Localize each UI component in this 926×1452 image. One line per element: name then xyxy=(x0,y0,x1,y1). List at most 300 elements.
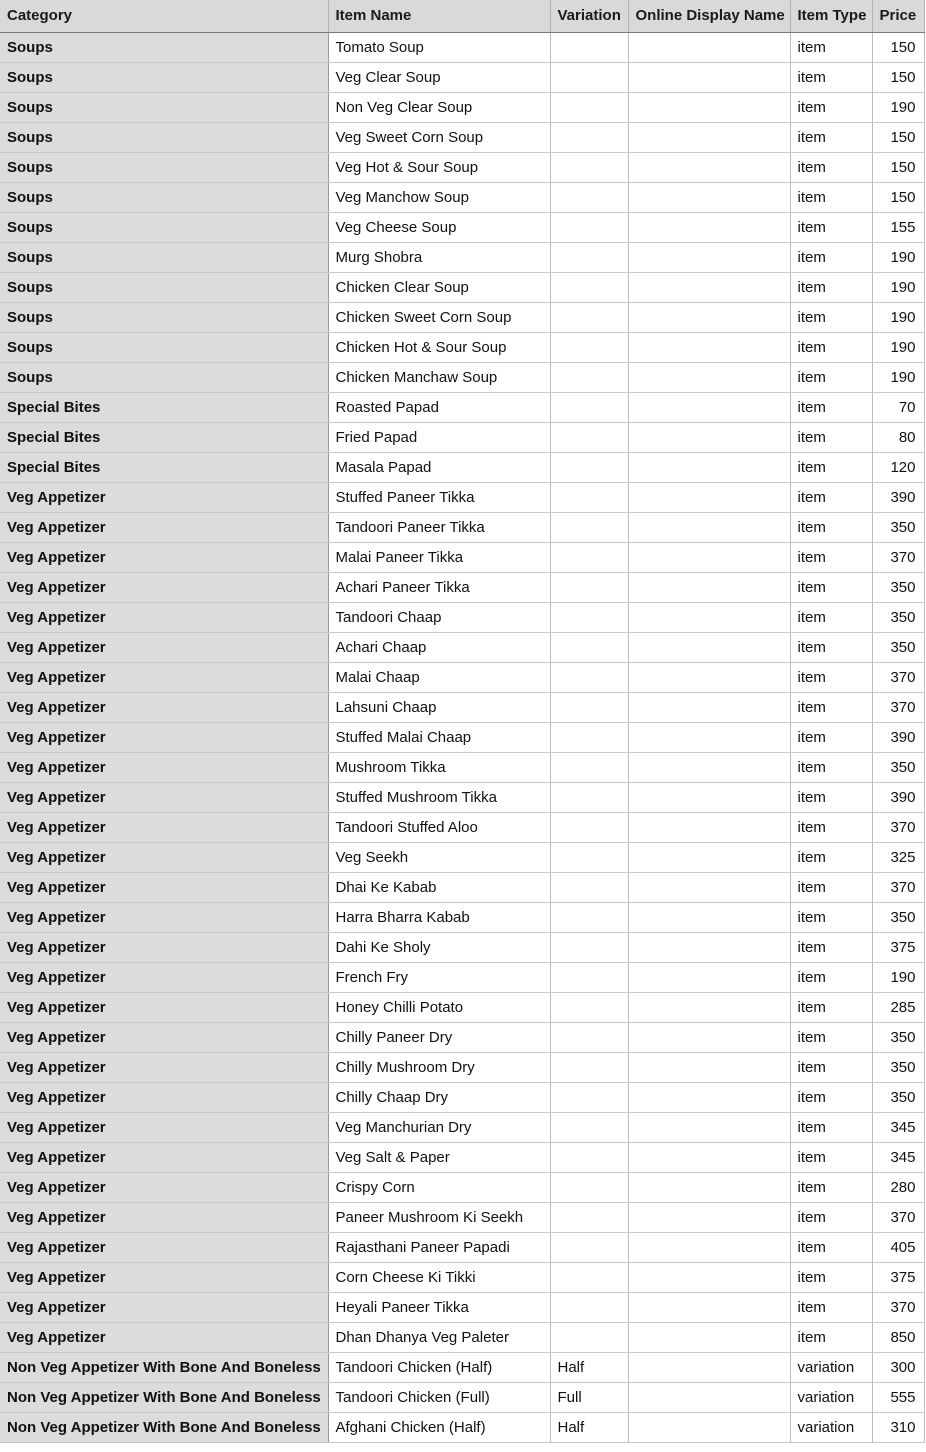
cell-item-type[interactable]: item xyxy=(790,903,872,933)
cell-item-name[interactable]: Tandoori Paneer Tikka xyxy=(328,513,550,543)
cell-online-display-name[interactable] xyxy=(628,363,790,393)
cell-category[interactable]: Special Bites xyxy=(0,423,328,453)
cell-online-display-name[interactable] xyxy=(628,123,790,153)
cell-price[interactable]: 285 xyxy=(872,993,924,1023)
cell-item-type[interactable]: item xyxy=(790,453,872,483)
cell-price[interactable]: 310 xyxy=(872,1413,924,1443)
cell-category[interactable]: Veg Appetizer xyxy=(0,1323,328,1353)
cell-price[interactable]: 370 xyxy=(872,1293,924,1323)
cell-item-name[interactable]: Veg Seekh xyxy=(328,843,550,873)
cell-item-name[interactable]: Honey Chilli Potato xyxy=(328,993,550,1023)
cell-variation[interactable] xyxy=(550,903,628,933)
cell-category[interactable]: Soups xyxy=(0,303,328,333)
cell-category[interactable]: Veg Appetizer xyxy=(0,633,328,663)
cell-item-name[interactable]: Paneer Mushroom Ki Seekh xyxy=(328,1203,550,1233)
cell-variation[interactable] xyxy=(550,453,628,483)
cell-variation[interactable] xyxy=(550,1143,628,1173)
cell-online-display-name[interactable] xyxy=(628,963,790,993)
cell-price[interactable]: 405 xyxy=(872,1233,924,1263)
cell-item-type[interactable]: item xyxy=(790,933,872,963)
cell-category[interactable]: Veg Appetizer xyxy=(0,573,328,603)
cell-item-name[interactable]: Chicken Clear Soup xyxy=(328,273,550,303)
cell-category[interactable]: Veg Appetizer xyxy=(0,783,328,813)
cell-item-type[interactable]: item xyxy=(790,33,872,63)
cell-item-type[interactable]: item xyxy=(790,663,872,693)
cell-variation[interactable] xyxy=(550,813,628,843)
cell-category[interactable]: Non Veg Appetizer With Bone And Boneless xyxy=(0,1383,328,1413)
cell-price[interactable]: 370 xyxy=(872,663,924,693)
cell-item-name[interactable]: Veg Sweet Corn Soup xyxy=(328,123,550,153)
cell-online-display-name[interactable] xyxy=(628,843,790,873)
cell-online-display-name[interactable] xyxy=(628,1383,790,1413)
cell-item-name[interactable]: Veg Manchow Soup xyxy=(328,183,550,213)
cell-price[interactable]: 350 xyxy=(872,513,924,543)
cell-price[interactable]: 555 xyxy=(872,1383,924,1413)
cell-category[interactable]: Non Veg Appetizer With Bone And Boneless xyxy=(0,1353,328,1383)
cell-item-type[interactable]: item xyxy=(790,723,872,753)
cell-category[interactable]: Veg Appetizer xyxy=(0,753,328,783)
cell-item-type[interactable]: item xyxy=(790,333,872,363)
cell-category[interactable]: Veg Appetizer xyxy=(0,1203,328,1233)
cell-item-type[interactable]: item xyxy=(790,783,872,813)
cell-item-name[interactable]: Tandoori Stuffed Aloo xyxy=(328,813,550,843)
cell-price[interactable]: 370 xyxy=(872,873,924,903)
cell-price[interactable]: 150 xyxy=(872,123,924,153)
cell-item-name[interactable]: Mushroom Tikka xyxy=(328,753,550,783)
cell-online-display-name[interactable] xyxy=(628,993,790,1023)
table-row xyxy=(0,1383,924,1413)
cell-category[interactable]: Veg Appetizer xyxy=(0,603,328,633)
cell-price[interactable]: 190 xyxy=(872,333,924,363)
cell-price[interactable]: 325 xyxy=(872,843,924,873)
cell-online-display-name[interactable] xyxy=(628,1113,790,1143)
cell-price[interactable]: 80 xyxy=(872,423,924,453)
cell-category[interactable]: Non Veg Appetizer With Bone And Boneless xyxy=(0,1413,328,1443)
cell-variation[interactable] xyxy=(550,273,628,303)
cell-item-name[interactable]: Malai Paneer Tikka xyxy=(328,543,550,573)
cell-variation[interactable] xyxy=(550,963,628,993)
cell-price[interactable]: 155 xyxy=(872,213,924,243)
cell-category[interactable]: Veg Appetizer xyxy=(0,663,328,693)
cell-variation[interactable] xyxy=(550,513,628,543)
cell-variation[interactable] xyxy=(550,333,628,363)
cell-price[interactable]: 190 xyxy=(872,243,924,273)
cell-item-name[interactable]: Chilly Mushroom Dry xyxy=(328,1053,550,1083)
cell-item-type[interactable]: item xyxy=(790,483,872,513)
cell-item-type[interactable]: item xyxy=(790,363,872,393)
cell-variation[interactable] xyxy=(550,1173,628,1203)
cell-item-type[interactable]: item xyxy=(790,423,872,453)
cell-item-type[interactable]: item xyxy=(790,1263,872,1293)
cell-price[interactable]: 370 xyxy=(872,1203,924,1233)
cell-variation[interactable] xyxy=(550,1083,628,1113)
cell-price[interactable]: 375 xyxy=(872,1263,924,1293)
cell-category[interactable]: Veg Appetizer xyxy=(0,1293,328,1323)
cell-category[interactable]: Soups xyxy=(0,213,328,243)
cell-item-name[interactable]: Crispy Corn xyxy=(328,1173,550,1203)
cell-category[interactable]: Veg Appetizer xyxy=(0,903,328,933)
cell-category[interactable]: Veg Appetizer xyxy=(0,843,328,873)
cell-category[interactable]: Veg Appetizer xyxy=(0,1053,328,1083)
cell-online-display-name[interactable] xyxy=(628,483,790,513)
cell-item-type[interactable]: item xyxy=(790,1113,872,1143)
table-row xyxy=(0,753,924,783)
cell-item-type[interactable]: item xyxy=(790,603,872,633)
cell-price[interactable]: 70 xyxy=(872,393,924,423)
cell-item-type[interactable]: item xyxy=(790,873,872,903)
cell-price[interactable]: 350 xyxy=(872,573,924,603)
table-row xyxy=(0,783,924,813)
cell-variation[interactable] xyxy=(550,873,628,903)
cell-item-name[interactable]: Stuffed Paneer Tikka xyxy=(328,483,550,513)
cell-online-display-name[interactable] xyxy=(628,1173,790,1203)
cell-item-name[interactable]: Rajasthani Paneer Papadi xyxy=(328,1233,550,1263)
cell-item-type[interactable]: item xyxy=(790,1233,872,1263)
cell-variation[interactable] xyxy=(550,723,628,753)
cell-online-display-name[interactable] xyxy=(628,1053,790,1083)
cell-item-name[interactable]: Afghani Chicken (Half) xyxy=(328,1413,550,1443)
cell-variation[interactable] xyxy=(550,93,628,123)
cell-item-name[interactable]: Roasted Papad xyxy=(328,393,550,423)
cell-item-type[interactable]: item xyxy=(790,843,872,873)
cell-online-display-name[interactable] xyxy=(628,513,790,543)
table-row xyxy=(0,843,924,873)
cell-item-type[interactable]: item xyxy=(790,963,872,993)
cell-price[interactable]: 300 xyxy=(872,1353,924,1383)
cell-variation[interactable] xyxy=(550,1323,628,1353)
cell-item-name[interactable]: Malai Chaap xyxy=(328,663,550,693)
cell-category[interactable]: Soups xyxy=(0,333,328,363)
cell-price[interactable]: 370 xyxy=(872,693,924,723)
cell-price[interactable]: 350 xyxy=(872,753,924,783)
cell-price[interactable]: 350 xyxy=(872,903,924,933)
cell-item-type[interactable]: item xyxy=(790,183,872,213)
cell-variation[interactable] xyxy=(550,543,628,573)
cell-variation[interactable] xyxy=(550,363,628,393)
cell-item-name[interactable]: Stuffed Malai Chaap xyxy=(328,723,550,753)
cell-online-display-name[interactable] xyxy=(628,1323,790,1353)
cell-online-display-name[interactable] xyxy=(628,63,790,93)
cell-category[interactable]: Soups xyxy=(0,153,328,183)
header-item-name[interactable]: Item Name xyxy=(328,0,550,33)
cell-online-display-name[interactable] xyxy=(628,423,790,453)
cell-variation[interactable] xyxy=(550,423,628,453)
cell-online-display-name[interactable] xyxy=(628,1203,790,1233)
cell-item-type[interactable]: variation xyxy=(790,1353,872,1383)
cell-item-name[interactable]: Heyali Paneer Tikka xyxy=(328,1293,550,1323)
cell-online-display-name[interactable] xyxy=(628,453,790,483)
cell-price[interactable]: 150 xyxy=(872,63,924,93)
table-row xyxy=(0,723,924,753)
cell-online-display-name[interactable] xyxy=(628,1233,790,1263)
cell-online-display-name[interactable] xyxy=(628,1023,790,1053)
header-item-type[interactable]: Item Type xyxy=(790,0,872,33)
cell-online-display-name[interactable] xyxy=(628,543,790,573)
cell-category[interactable]: Veg Appetizer xyxy=(0,1083,328,1113)
cell-price[interactable]: 350 xyxy=(872,1053,924,1083)
cell-price[interactable]: 350 xyxy=(872,633,924,663)
cell-online-display-name[interactable] xyxy=(628,573,790,603)
cell-category[interactable]: Special Bites xyxy=(0,453,328,483)
cell-variation[interactable] xyxy=(550,183,628,213)
cell-online-display-name[interactable] xyxy=(628,153,790,183)
cell-category[interactable]: Soups xyxy=(0,63,328,93)
cell-price[interactable]: 390 xyxy=(872,483,924,513)
cell-online-display-name[interactable] xyxy=(628,933,790,963)
cell-item-type[interactable]: item xyxy=(790,1053,872,1083)
cell-variation[interactable] xyxy=(550,693,628,723)
cell-variation[interactable]: Full xyxy=(550,1383,628,1413)
cell-variation[interactable] xyxy=(550,63,628,93)
cell-price[interactable]: 375 xyxy=(872,933,924,963)
cell-price[interactable]: 150 xyxy=(872,33,924,63)
cell-variation[interactable] xyxy=(550,843,628,873)
cell-item-type[interactable]: item xyxy=(790,543,872,573)
cell-online-display-name[interactable] xyxy=(628,213,790,243)
cell-price[interactable]: 350 xyxy=(872,1083,924,1113)
cell-online-display-name[interactable] xyxy=(628,333,790,363)
cell-price[interactable]: 345 xyxy=(872,1143,924,1173)
cell-item-name[interactable]: Masala Papad xyxy=(328,453,550,483)
cell-category[interactable]: Veg Appetizer xyxy=(0,1113,328,1143)
cell-item-name[interactable]: Non Veg Clear Soup xyxy=(328,93,550,123)
cell-variation[interactable] xyxy=(550,633,628,663)
cell-item-name[interactable]: Murg Shobra xyxy=(328,243,550,273)
cell-category[interactable]: Veg Appetizer xyxy=(0,513,328,543)
cell-item-name[interactable]: Veg Clear Soup xyxy=(328,63,550,93)
cell-online-display-name[interactable] xyxy=(628,783,790,813)
cell-category[interactable]: Veg Appetizer xyxy=(0,1023,328,1053)
cell-price[interactable]: 370 xyxy=(872,813,924,843)
cell-item-type[interactable]: item xyxy=(790,243,872,273)
cell-online-display-name[interactable] xyxy=(628,1083,790,1113)
cell-item-name[interactable]: Lahsuni Chaap xyxy=(328,693,550,723)
cell-online-display-name[interactable] xyxy=(628,753,790,783)
cell-item-type[interactable]: item xyxy=(790,573,872,603)
cell-category[interactable]: Veg Appetizer xyxy=(0,993,328,1023)
cell-variation[interactable] xyxy=(550,483,628,513)
cell-price[interactable]: 390 xyxy=(872,783,924,813)
cell-category[interactable]: Veg Appetizer xyxy=(0,1263,328,1293)
cell-variation[interactable] xyxy=(550,1023,628,1053)
cell-item-type[interactable]: item xyxy=(790,153,872,183)
cell-item-type[interactable]: item xyxy=(790,513,872,543)
cell-variation[interactable] xyxy=(550,303,628,333)
cell-variation[interactable] xyxy=(550,1233,628,1263)
cell-online-display-name[interactable] xyxy=(628,1413,790,1443)
cell-item-name[interactable]: Chilly Paneer Dry xyxy=(328,1023,550,1053)
cell-item-type[interactable]: item xyxy=(790,273,872,303)
cell-item-name[interactable]: Dahi Ke Sholy xyxy=(328,933,550,963)
cell-item-name[interactable]: Corn Cheese Ki Tikki xyxy=(328,1263,550,1293)
cell-variation[interactable] xyxy=(550,1053,628,1083)
cell-online-display-name[interactable] xyxy=(628,693,790,723)
cell-variation[interactable] xyxy=(550,393,628,423)
cell-category[interactable]: Veg Appetizer xyxy=(0,723,328,753)
cell-variation[interactable] xyxy=(550,603,628,633)
cell-category[interactable]: Veg Appetizer xyxy=(0,963,328,993)
cell-variation[interactable] xyxy=(550,1293,628,1323)
cell-category[interactable]: Soups xyxy=(0,33,328,63)
cell-item-name[interactable]: Veg Salt & Paper xyxy=(328,1143,550,1173)
cell-variation[interactable] xyxy=(550,213,628,243)
cell-item-name[interactable]: Veg Hot & Sour Soup xyxy=(328,153,550,183)
cell-price[interactable]: 120 xyxy=(872,453,924,483)
cell-item-type[interactable]: item xyxy=(790,213,872,243)
cell-item-name[interactable]: Dhan Dhanya Veg Paleter xyxy=(328,1323,550,1353)
cell-price[interactable]: 390 xyxy=(872,723,924,753)
header-variation[interactable]: Variation xyxy=(550,0,628,33)
cell-variation[interactable]: Half xyxy=(550,1353,628,1383)
cell-item-type[interactable]: item xyxy=(790,1203,872,1233)
cell-price[interactable]: 190 xyxy=(872,963,924,993)
cell-item-name[interactable]: Achari Paneer Tikka xyxy=(328,573,550,603)
cell-item-name[interactable]: Veg Manchurian Dry xyxy=(328,1113,550,1143)
cell-category[interactable]: Soups xyxy=(0,183,328,213)
cell-item-name[interactable]: Tandoori Chaap xyxy=(328,603,550,633)
cell-item-type[interactable]: variation xyxy=(790,1413,872,1443)
cell-category[interactable]: Special Bites xyxy=(0,393,328,423)
table-row xyxy=(0,543,924,573)
cell-category[interactable]: Veg Appetizer xyxy=(0,483,328,513)
cell-online-display-name[interactable] xyxy=(628,813,790,843)
cell-online-display-name[interactable] xyxy=(628,603,790,633)
cell-category[interactable]: Soups xyxy=(0,363,328,393)
cell-item-name[interactable]: Tomato Soup xyxy=(328,33,550,63)
cell-price[interactable]: 280 xyxy=(872,1173,924,1203)
cell-online-display-name[interactable] xyxy=(628,723,790,753)
cell-variation[interactable] xyxy=(550,1203,628,1233)
cell-online-display-name[interactable] xyxy=(628,1143,790,1173)
cell-price[interactable]: 150 xyxy=(872,153,924,183)
cell-item-type[interactable]: item xyxy=(790,813,872,843)
cell-item-type[interactable]: item xyxy=(790,1293,872,1323)
cell-price[interactable]: 190 xyxy=(872,303,924,333)
cell-price[interactable]: 850 xyxy=(872,1323,924,1353)
cell-price[interactable]: 190 xyxy=(872,363,924,393)
cell-item-name[interactable]: Veg Cheese Soup xyxy=(328,213,550,243)
cell-category[interactable]: Veg Appetizer xyxy=(0,1173,328,1203)
cell-online-display-name[interactable] xyxy=(628,273,790,303)
cell-variation[interactable] xyxy=(550,573,628,603)
cell-category[interactable]: Veg Appetizer xyxy=(0,873,328,903)
header-price[interactable]: Price xyxy=(872,0,924,33)
cell-variation[interactable] xyxy=(550,153,628,183)
cell-item-name[interactable]: Dhai Ke Kabab xyxy=(328,873,550,903)
table-row xyxy=(0,1323,924,1353)
cell-online-display-name[interactable] xyxy=(628,1353,790,1383)
cell-variation[interactable] xyxy=(550,663,628,693)
cell-item-type[interactable]: variation xyxy=(790,1383,872,1413)
cell-online-display-name[interactable] xyxy=(628,33,790,63)
cell-item-name[interactable]: French Fry xyxy=(328,963,550,993)
table-row xyxy=(0,993,924,1023)
cell-item-type[interactable]: item xyxy=(790,1023,872,1053)
cell-item-type[interactable]: item xyxy=(790,93,872,123)
cell-item-name[interactable]: Tandoori Chicken (Half) xyxy=(328,1353,550,1383)
cell-variation[interactable] xyxy=(550,243,628,273)
cell-item-name[interactable]: Chicken Sweet Corn Soup xyxy=(328,303,550,333)
cell-item-type[interactable]: item xyxy=(790,123,872,153)
cell-category[interactable]: Soups xyxy=(0,123,328,153)
cell-variation[interactable] xyxy=(550,1113,628,1143)
cell-category[interactable]: Veg Appetizer xyxy=(0,543,328,573)
header-category[interactable]: Category xyxy=(0,0,328,33)
cell-item-name[interactable]: Chilly Chaap Dry xyxy=(328,1083,550,1113)
cell-category[interactable]: Soups xyxy=(0,273,328,303)
cell-item-type[interactable]: item xyxy=(790,993,872,1023)
cell-price[interactable]: 370 xyxy=(872,543,924,573)
cell-item-name[interactable]: Tandoori Chicken (Full) xyxy=(328,1383,550,1413)
cell-item-type[interactable]: item xyxy=(790,1173,872,1203)
cell-price[interactable]: 190 xyxy=(872,273,924,303)
cell-category[interactable]: Veg Appetizer xyxy=(0,693,328,723)
cell-variation[interactable] xyxy=(550,993,628,1023)
cell-item-type[interactable]: item xyxy=(790,393,872,423)
cell-item-type[interactable]: item xyxy=(790,753,872,783)
cell-price[interactable]: 150 xyxy=(872,183,924,213)
cell-item-type[interactable]: item xyxy=(790,633,872,663)
table-row xyxy=(0,1203,924,1233)
cell-item-type[interactable]: item xyxy=(790,1083,872,1113)
cell-category[interactable]: Soups xyxy=(0,243,328,273)
cell-item-name[interactable]: Stuffed Mushroom Tikka xyxy=(328,783,550,813)
cell-online-display-name[interactable] xyxy=(628,243,790,273)
cell-price[interactable]: 350 xyxy=(872,603,924,633)
cell-variation[interactable] xyxy=(550,33,628,63)
cell-online-display-name[interactable] xyxy=(628,873,790,903)
cell-price[interactable]: 190 xyxy=(872,93,924,123)
table-row xyxy=(0,1233,924,1263)
cell-item-name[interactable]: Chicken Hot & Sour Soup xyxy=(328,333,550,363)
cell-variation[interactable] xyxy=(550,1263,628,1293)
cell-online-display-name[interactable] xyxy=(628,1293,790,1323)
cell-variation[interactable] xyxy=(550,933,628,963)
cell-online-display-name[interactable] xyxy=(628,183,790,213)
cell-price[interactable]: 345 xyxy=(872,1113,924,1143)
cell-category[interactable]: Soups xyxy=(0,93,328,123)
table-row xyxy=(0,123,924,153)
cell-item-name[interactable]: Fried Papad xyxy=(328,423,550,453)
cell-item-type[interactable]: item xyxy=(790,1143,872,1173)
cell-item-name[interactable]: Achari Chaap xyxy=(328,633,550,663)
cell-variation[interactable] xyxy=(550,783,628,813)
cell-online-display-name[interactable] xyxy=(628,303,790,333)
table-row xyxy=(0,213,924,243)
cell-item-type[interactable]: item xyxy=(790,303,872,333)
cell-item-type[interactable]: item xyxy=(790,1323,872,1353)
cell-item-name[interactable]: Harra Bharra Kabab xyxy=(328,903,550,933)
cell-price[interactable]: 350 xyxy=(872,1023,924,1053)
cell-category[interactable]: Veg Appetizer xyxy=(0,1233,328,1263)
cell-category[interactable]: Veg Appetizer xyxy=(0,1143,328,1173)
cell-online-display-name[interactable] xyxy=(628,663,790,693)
cell-online-display-name[interactable] xyxy=(628,93,790,123)
cell-online-display-name[interactable] xyxy=(628,1263,790,1293)
cell-variation[interactable]: Half xyxy=(550,1413,628,1443)
cell-online-display-name[interactable] xyxy=(628,903,790,933)
cell-item-name[interactable]: Chicken Manchaw Soup xyxy=(328,363,550,393)
cell-category[interactable]: Veg Appetizer xyxy=(0,933,328,963)
cell-online-display-name[interactable] xyxy=(628,633,790,663)
cell-item-type[interactable]: item xyxy=(790,63,872,93)
cell-variation[interactable] xyxy=(550,753,628,783)
cell-item-type[interactable]: item xyxy=(790,693,872,723)
cell-online-display-name[interactable] xyxy=(628,393,790,423)
cell-category[interactable]: Veg Appetizer xyxy=(0,813,328,843)
cell-variation[interactable] xyxy=(550,123,628,153)
header-online-display-name[interactable]: Online Display Name xyxy=(628,0,790,33)
